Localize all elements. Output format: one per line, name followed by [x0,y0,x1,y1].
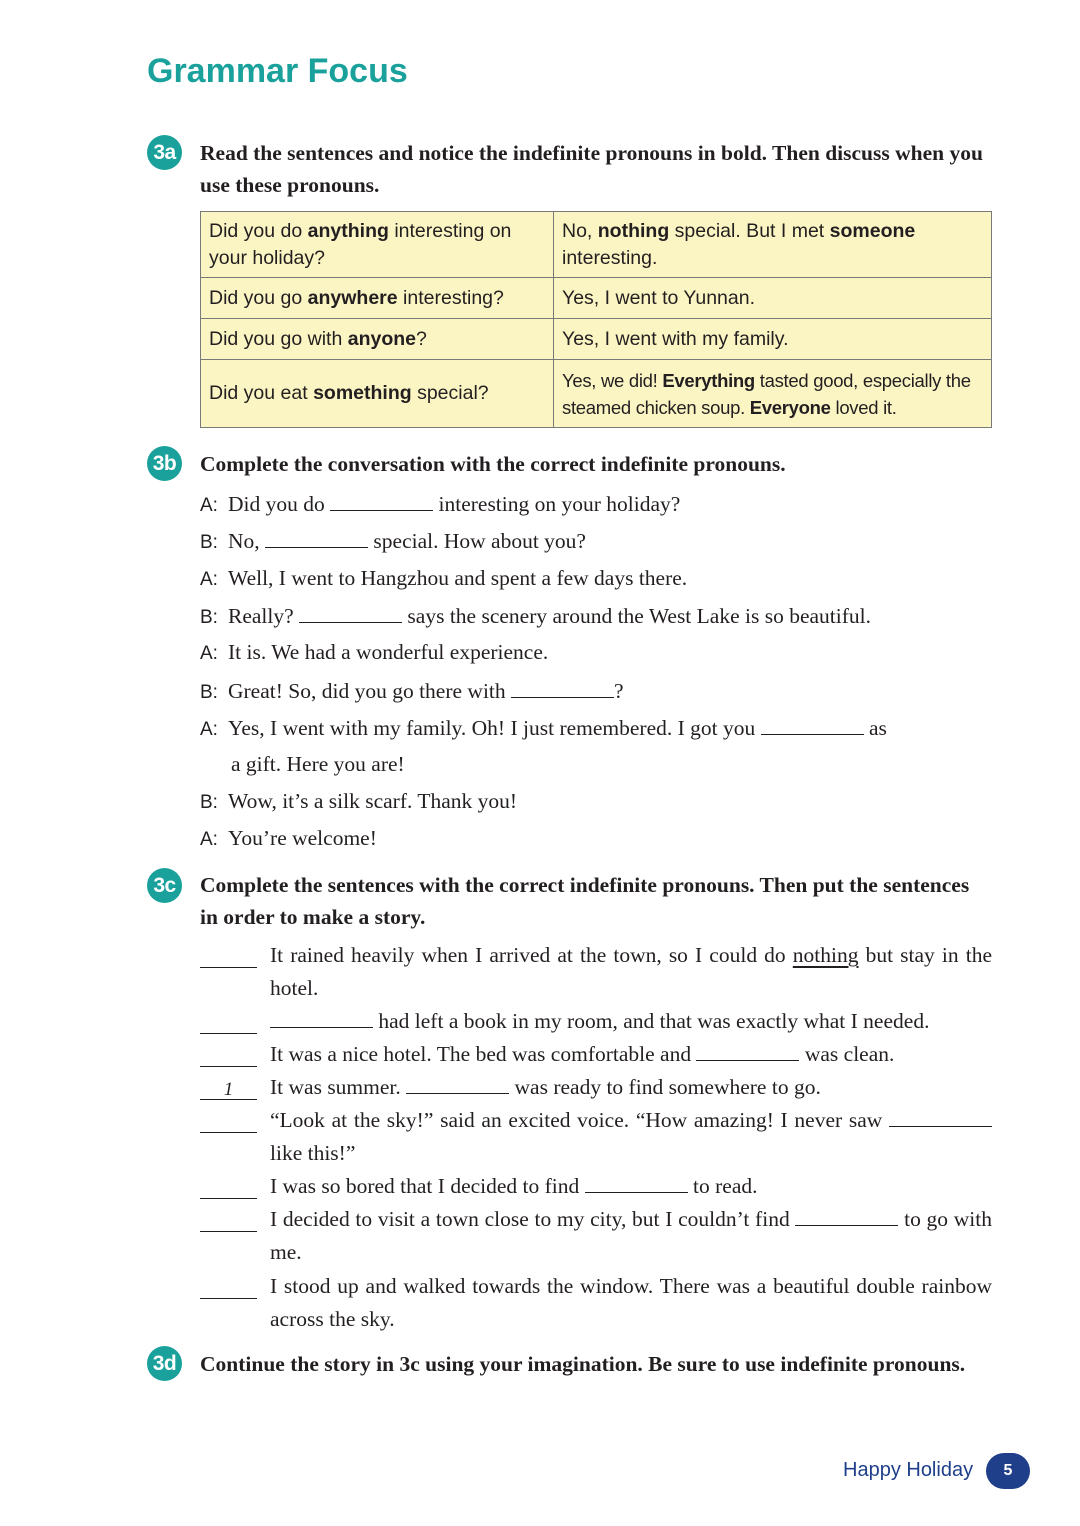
sentence-text: I was so bored that I decided to find [270,1174,585,1198]
sentence-text: Wow, it’s a silk scarf. Thank you! [228,789,518,813]
bold-pronoun: anyone [347,327,417,350]
speaker-label: B: [200,532,218,553]
answer-blank[interactable] [299,602,402,623]
badge-3a: 3a [147,135,182,170]
bold-pronoun: something [313,382,412,404]
badge-3d: 3d [147,1346,182,1381]
story-sentence [270,1104,992,1170]
footer-title: Happy Holiday [843,1459,974,1481]
example-answer: nothing [792,943,859,967]
sentence-text: a gift. Here you are! [231,752,405,776]
story-sentence [270,1071,992,1104]
speaker-label: B: [200,607,218,628]
page-number: 5 [986,1453,1030,1489]
cell-text: tasted good, especially the steamed chicken soup. [562,369,971,418]
order-blank[interactable] [200,1046,257,1067]
sentence-text: Yes, I went with my family. Oh! I just remembered. I got you [228,716,761,740]
cell-text: Did you go with [209,327,348,350]
story-sentence [270,1005,992,1038]
story-item [200,939,992,1005]
speaker-label: B: [200,682,218,703]
answer-blank[interactable] [889,1106,992,1127]
bold-pronoun: nothing [597,219,670,242]
dialogue-line [200,677,624,706]
dialogue-line [200,639,548,667]
answer-cell [554,212,992,278]
question-cell [201,212,554,278]
cell-text: ? [416,327,427,350]
bold-pronoun: Everything [662,369,755,391]
dialogue-line [200,788,517,816]
sentence-text: Well, I went to Hangzhou and spent a few days there. [228,566,688,590]
sentence-text: was ready to find somewhere to go. [509,1075,821,1099]
cell-text: Yes, I went with my family. [562,327,789,350]
table-row [201,212,992,278]
answer-blank[interactable] [585,1172,688,1193]
cell-text: special? [411,382,489,404]
sentence-text: special. How about you? [368,529,586,553]
sentence-text: Great! So, did you go there with [228,679,512,703]
cell-text: interesting on your holiday? [209,219,512,269]
answer-cell [554,319,992,360]
question-cell [201,360,554,428]
sentence-text: I stood up and walked towards the window. There was a beautiful double rainbow across the sky. [270,1274,992,1331]
badge-3c: 3c [147,868,182,903]
bold-pronoun: Everyone [749,396,831,418]
answer-blank[interactable] [795,1205,898,1226]
instruction-3a: Read the sentences and notice the indefinite pronouns in bold. Then discuss when you use these pronouns. [200,141,983,197]
cell-text: special. But I met [669,219,830,242]
cell-text: Yes, we did! [562,369,663,391]
sentence-text: You’re welcome! [228,826,377,850]
story-sentence [270,1170,992,1203]
sentence-text: It rained heavily when I arrived at the town, so I could do [270,943,793,967]
speaker-label: A: [200,719,218,740]
cell-text: Did you eat [209,382,314,404]
story-item [200,1270,992,1336]
sentence-text: had left a book in my room, and that was exactly what I needed. [373,1009,930,1033]
sentence-text: to go with me. [270,1207,992,1264]
sentence-text: but stay in the hotel. [270,943,992,1000]
instruction-3c: Complete the sentences with the correct indefinite pronouns. Then put the sentences in order to make a story. [200,873,970,929]
sentence-text: was clean. [799,1042,895,1066]
dialogue-line [200,714,887,743]
order-blank[interactable] [200,1211,257,1232]
sentence-text: Really? [228,604,300,628]
story-item [200,1038,992,1071]
sentence-text: says the scenery around the West Lake is so beautiful. [402,604,871,628]
speaker-label: A: [200,829,218,850]
answer-blank[interactable] [270,1007,373,1028]
instruction-3b: Complete the conversation with the correct indefinite pronouns. [200,452,786,476]
page-title: Grammar Focus [147,52,408,90]
dialogue-line [200,602,871,631]
speaker-label: A: [200,495,218,516]
sentence-text: It is. We had a wonderful experience. [228,640,549,664]
dialogue-line [200,527,586,556]
story-sentence [270,1203,992,1269]
sentence-text: as [863,716,887,740]
sentence-text: like this!” [270,1141,356,1165]
sentence-text: Did you do [228,492,331,516]
dialogue-line [200,565,687,593]
table-row [201,360,992,428]
answer-blank[interactable] [761,714,864,735]
bold-pronoun: anything [307,219,389,242]
story-sentence [270,1270,992,1336]
speaker-label: B: [200,792,218,813]
speaker-label: A: [200,643,218,664]
cell-text: Did you do [209,219,308,242]
cell-text: interesting. [562,246,658,269]
bold-pronoun: anywhere [307,286,398,309]
order-blank[interactable] [200,947,257,968]
cell-text: No, [562,219,598,242]
sentence-text: It was a nice hotel. The bed was comfortable and [270,1042,697,1066]
sentence-text: I decided to visit a town close to my city, but I couldn’t find [270,1207,796,1231]
sentence-text: No, [228,529,266,553]
dialogue-line [200,825,377,853]
question-cell [201,319,554,360]
answer-blank[interactable] [511,677,614,698]
order-blank[interactable] [200,1278,257,1299]
answer-blank[interactable] [696,1040,799,1061]
cell-text: interesting? [397,286,504,309]
story-item [200,1203,992,1269]
answer-cell [554,278,992,319]
cell-text: Yes, I went to Yunnan. [562,286,755,309]
instruction-3d: Continue the story in 3c using your imagination. Be sure to use indefinite pronouns. [200,1352,966,1376]
answer-blank[interactable] [330,490,433,511]
cell-text: Did you go [209,286,308,309]
story-sentence [270,939,992,1005]
order-blank[interactable]: 1 [200,1079,257,1100]
order-blank[interactable] [200,1178,257,1199]
sentence-text: “Look at the sky!” said an excited voice. “How amazing! I never saw [270,1108,889,1132]
story-item [200,1005,992,1038]
order-blank[interactable] [200,1013,257,1034]
story-item [200,1104,992,1170]
sentence-text: ? [614,679,624,703]
story-item [200,1071,992,1104]
badge-3b: 3b [147,446,182,481]
answer-blank[interactable] [406,1073,509,1094]
table-row [201,278,992,319]
sentence-text: It was summer. [270,1075,407,1099]
question-cell [201,278,554,319]
dialogue-line [231,751,405,777]
story-item [200,1170,992,1203]
sentence-text: to read. [687,1174,758,1198]
pronoun-table [200,211,992,428]
answer-cell [554,360,992,428]
order-blank[interactable] [200,1112,257,1133]
story-sentence [270,1038,992,1071]
sentence-text: interesting on your holiday? [433,492,681,516]
table-row [201,319,992,360]
bold-pronoun: someone [829,219,916,242]
cell-text: loved it. [830,396,897,418]
answer-blank[interactable] [265,527,368,548]
speaker-label: A: [200,569,218,590]
dialogue-line [200,490,680,519]
